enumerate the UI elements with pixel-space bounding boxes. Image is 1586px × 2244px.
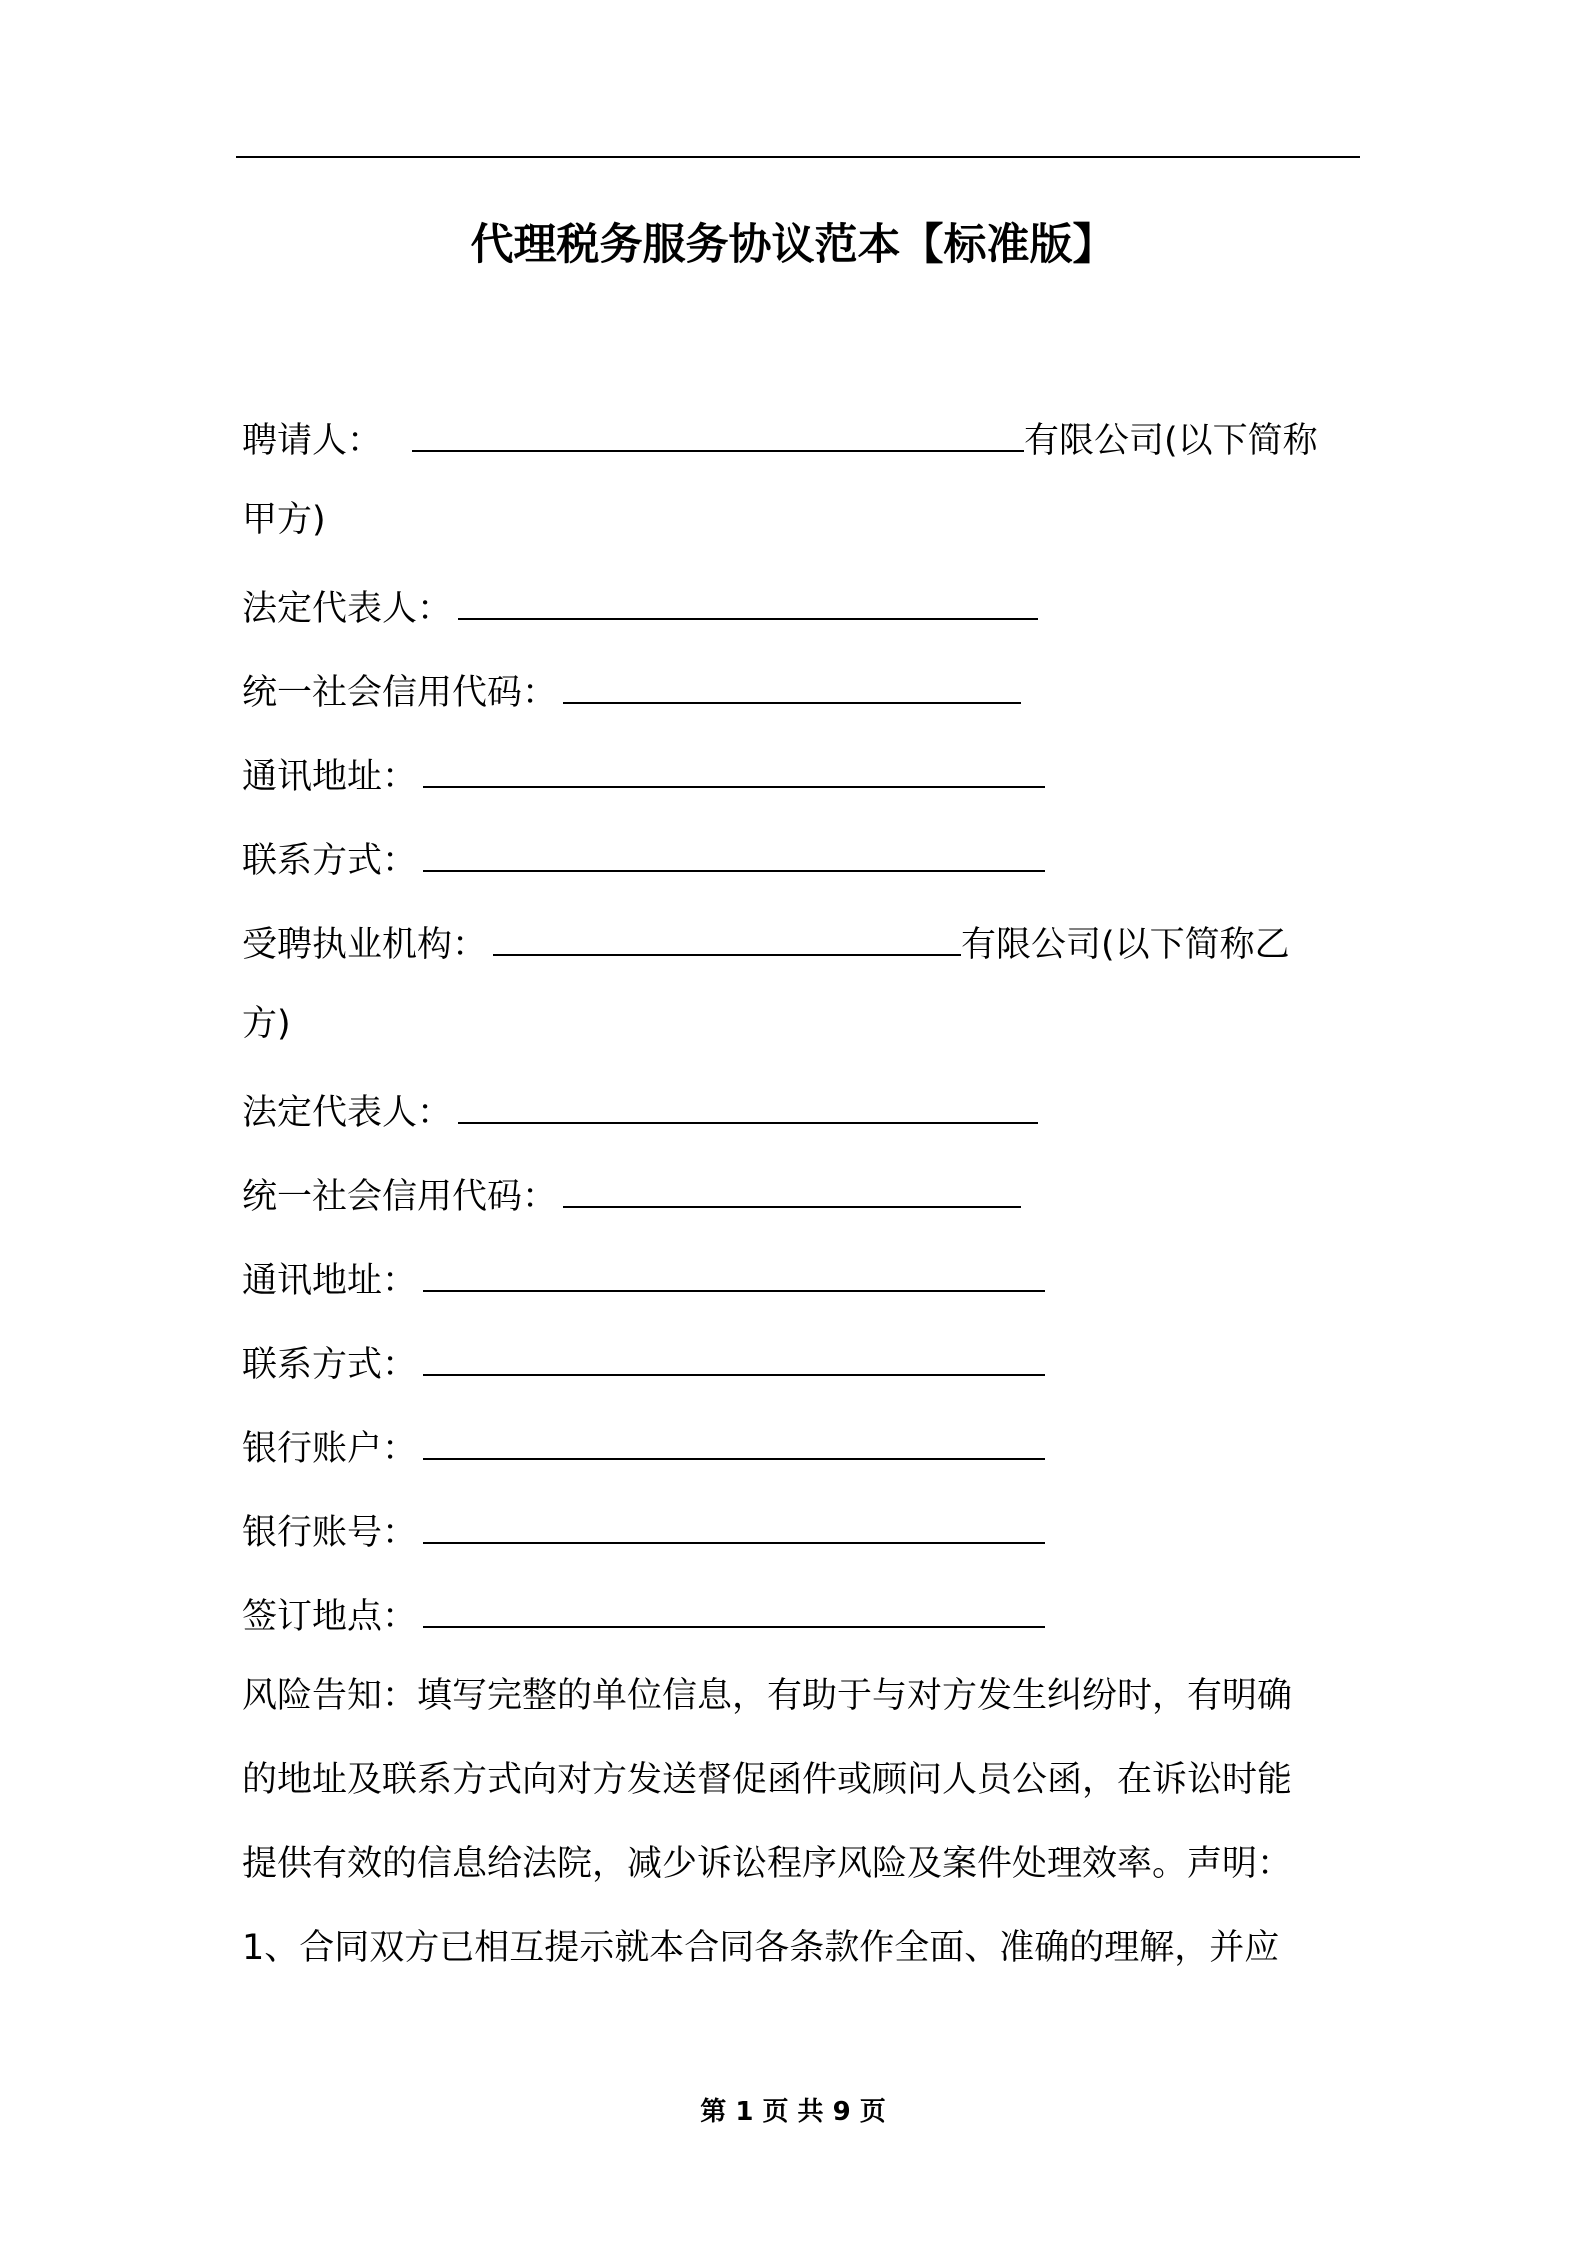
line-suffix: 有限公司(以下简称 <box>1024 421 1318 461</box>
line-address-a <box>242 746 1045 803</box>
line-legal-rep-a <box>242 578 1038 635</box>
line-credit-code-a <box>242 662 1021 719</box>
page-footer: 第 1 页 共 9 页 <box>700 2097 886 2127</box>
line-contact-b <box>242 1334 1045 1391</box>
signing-place-field[interactable] <box>423 1586 1045 1628</box>
agency-name-field[interactable] <box>493 914 961 956</box>
line-label: 联系方式： <box>242 841 418 881</box>
line-agency-cont <box>242 998 291 1050</box>
line-label: 受聘执业机构： <box>242 925 488 965</box>
address-a-field[interactable] <box>423 746 1045 788</box>
line-label: 统一社会信用代码： <box>242 1177 558 1217</box>
line-bank-account <box>242 1418 1045 1475</box>
line-agency <box>242 914 1290 971</box>
line-label: 通讯地址： <box>242 757 418 797</box>
line-credit-code-b <box>242 1166 1021 1223</box>
legal-rep-a-field[interactable] <box>458 578 1038 620</box>
line-contact-a <box>242 830 1045 887</box>
line-bank-number <box>242 1502 1045 1559</box>
line-label: 签订地点： <box>242 1597 418 1637</box>
line-label: 聘请人： <box>242 421 383 461</box>
paragraph-line: 风险告知：填写完整的单位信息，有助于与对方发生纠纷时，有明确 <box>242 1676 1293 1716</box>
bank-account-field[interactable] <box>423 1418 1045 1460</box>
line-label: 统一社会信用代码： <box>242 673 558 713</box>
paragraph-line: 提供有效的信息给法院，减少诉讼程序风险及案件处理效率。声明： <box>242 1844 1293 1884</box>
line-label: 法定代表人： <box>242 1093 453 1133</box>
line-signing-place <box>242 1586 1045 1643</box>
line-label: 银行账户： <box>242 1429 418 1469</box>
paragraph-line: 的地址及联系方式向对方发送督促函件或顾问人员公函，在诉讼时能 <box>242 1760 1293 1800</box>
line-label: 法定代表人： <box>242 589 453 629</box>
document-title: 代理税务服务协议范本【标准版】 <box>470 220 1116 270</box>
line-label: 甲方) <box>242 500 326 540</box>
contact-a-field[interactable] <box>423 830 1045 872</box>
bank-number-field[interactable] <box>423 1502 1045 1544</box>
line-label: 方) <box>242 1004 291 1044</box>
header-rule <box>236 156 1360 158</box>
paragraph-line: 1、合同双方已相互提示就本合同各条款作全面、准确的理解，并应 <box>242 1928 1280 1968</box>
credit-code-b-field[interactable] <box>563 1166 1021 1208</box>
address-b-field[interactable] <box>423 1250 1045 1292</box>
line-employer <box>242 410 1318 467</box>
line-label: 银行账号： <box>242 1513 418 1553</box>
line-suffix: 有限公司(以下简称乙 <box>961 925 1290 965</box>
line-legal-rep-b <box>242 1082 1038 1139</box>
line-label: 通讯地址： <box>242 1261 418 1301</box>
credit-code-a-field[interactable] <box>563 662 1021 704</box>
line-address-b <box>242 1250 1045 1307</box>
line-label: 联系方式： <box>242 1345 418 1385</box>
employer-name-field[interactable] <box>412 410 1024 452</box>
line-employer-cont <box>242 494 326 546</box>
legal-rep-b-field[interactable] <box>458 1082 1038 1124</box>
contact-b-field[interactable] <box>423 1334 1045 1376</box>
